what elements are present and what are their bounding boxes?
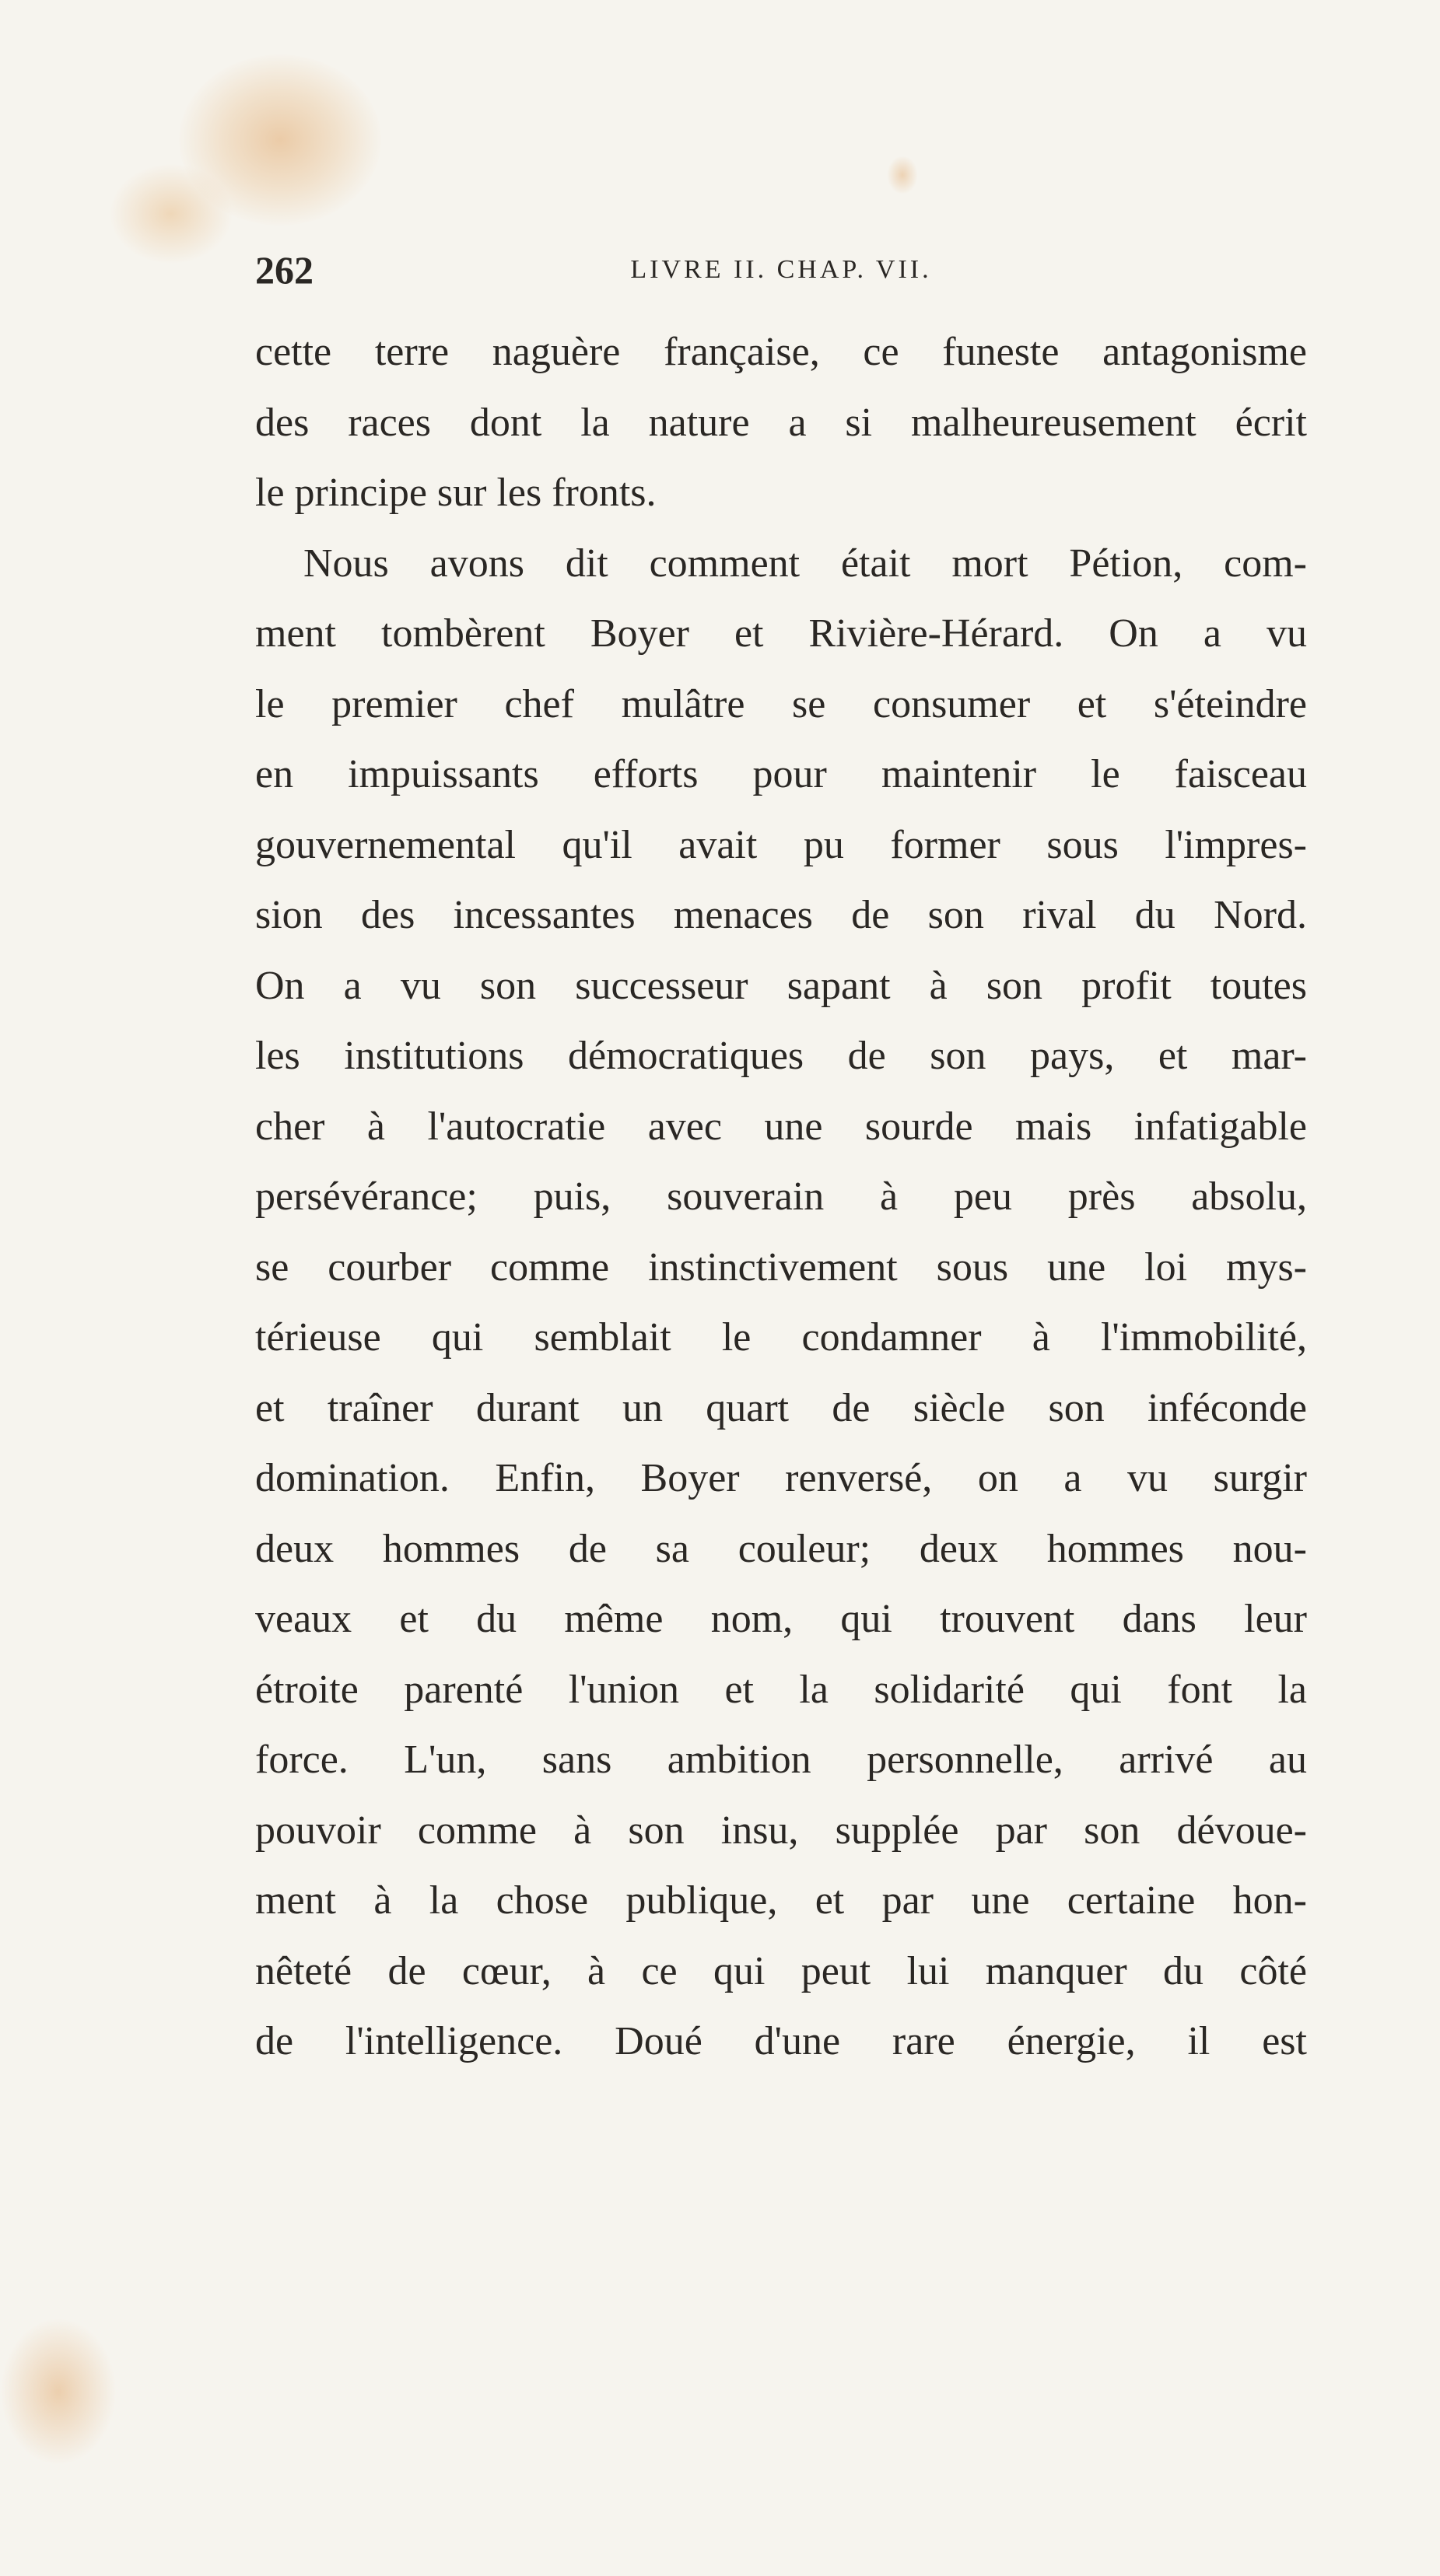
- page-number: 262: [255, 248, 314, 292]
- text-line: se courber comme instinctivement sous une loi mys-: [255, 1244, 1307, 1290]
- foxing-stain: [179, 54, 381, 226]
- text-line: les institutions démocratiques de son pays, et mar-: [255, 1034, 1307, 1078]
- text-line: des races dont la nature a si malheureusement écrit: [255, 400, 1307, 445]
- text-line: deux hommes de sa couleur; deux hommes nou-: [255, 1526, 1307, 1571]
- text-line: domination. Enfin, Boyer renversé, on a vu surgir: [255, 1456, 1307, 1500]
- text-line: et traîner durant un quart de siècle son inféconde: [255, 1385, 1307, 1430]
- text-line: Nous avons dit comment était mort Pétion, com-: [303, 541, 1307, 586]
- text-line: pouvoir comme à son insu, supplée par son dévoue-: [255, 1808, 1307, 1853]
- foxing-stain: [0, 2318, 117, 2466]
- text-line: veaux et du même nom, qui trouvent dans leur: [255, 1597, 1307, 1641]
- text-line: de l'intelligence. Doué d'une rare énergie, il est: [255, 2019, 1307, 2063]
- text-line: cette terre naguère française, ce funeste antagonisme: [255, 330, 1307, 374]
- text-line: térieuse qui semblait le condamner à l'immobilité,: [255, 1315, 1307, 1360]
- text-line: gouvernemental qu'il avait pu former sous l'impres-: [255, 822, 1307, 867]
- text-line: On a vu son successeur sapant à son profit toutes: [255, 963, 1307, 1008]
- text-line: sion des incessantes menaces de son rival du Nord.: [255, 893, 1307, 937]
- text-line: étroite parenté l'union et la solidarité qui font la: [255, 1667, 1307, 1712]
- body-text: [255, 317, 1307, 2077]
- text-line: le principe sur les fronts.: [255, 471, 657, 515]
- text-line: cher à l'autocratie avec une sourde mais infatigable: [255, 1104, 1307, 1149]
- text-line: le premier chef mulâtre se consumer et s'éteindre: [255, 681, 1307, 726]
- text-line: en impuissants efforts pour maintenir le faisceau: [255, 752, 1307, 796]
- foxing-stain: [109, 163, 233, 264]
- text-line: ment à la chose publique, et par une certaine hon-: [255, 1878, 1307, 1923]
- text-line: nêteté de cœur, à ce qui peut lui manquer du côté: [255, 1948, 1307, 1993]
- text-line: persévérance; puis, souverain à peu près absolu,: [255, 1174, 1307, 1219]
- running-head: LIVRE II. CHAP. VII.: [630, 255, 932, 284]
- text-line: ment tombèrent Boyer et Rivière-Hérard. On a vu: [255, 611, 1307, 656]
- page-header: [255, 247, 1307, 294]
- foxing-stain: [887, 156, 918, 194]
- text-line: force. L'un, sans ambition personnelle, arrivé au: [255, 1738, 1307, 1782]
